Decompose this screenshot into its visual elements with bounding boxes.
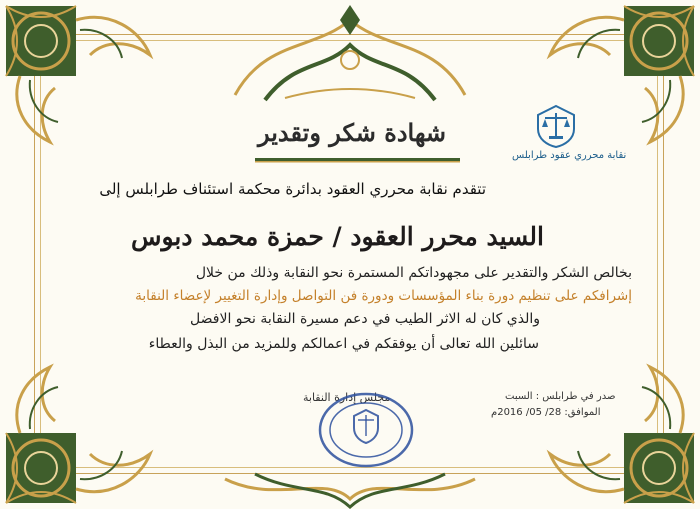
body-line-3: والذي كان له الاثر الطيب في دعم مسيرة النقابة نحو الافضل [190, 311, 540, 327]
corner-ornament-bottom-left [0, 359, 160, 509]
logo-caption: نقابة محرري عقود طرابلس [512, 150, 627, 161]
body-line-4: سائلين الله تعالى أن يوفقكم في اعمالكم وللمزيد من البذل والعطاء [148, 336, 539, 352]
corner-ornament-bottom-right [540, 359, 700, 509]
recipient-name: السيد محرر العقود / حمزة محمد دبوس [130, 222, 544, 251]
certificate-title: شهادة شكر وتقدير [258, 118, 446, 147]
scales-of-justice-logo-icon [533, 103, 579, 149]
body-line-2: إشرافكم على تنظيم دورة بناء المؤسسات ودورة فن التواصل وإدارة التغيير لإعضاء النقابة [135, 288, 632, 304]
body-line-1: بخالص الشكر والتقدير على مجهوداتكم المستمرة نحو النقابة وذلك من خلال [195, 265, 632, 281]
corner-ornament-top-left [0, 0, 160, 150]
title-underline [255, 148, 460, 154]
signatory-label: مجلس إدارة النقابة [303, 391, 391, 404]
syndicate-stamp-icon [316, 388, 416, 468]
issued-date: الموافق: 28/ 05/ 2016م [491, 407, 601, 418]
bottom-center-ornament [215, 469, 485, 509]
top-center-ornament [225, 0, 475, 105]
intro-line: تتقدم نقابة محرري العقود بدائرة محكمة استئناف طرابلس إلى [99, 180, 486, 198]
issued-place: صدر في طرابلس : السبت [505, 391, 616, 402]
